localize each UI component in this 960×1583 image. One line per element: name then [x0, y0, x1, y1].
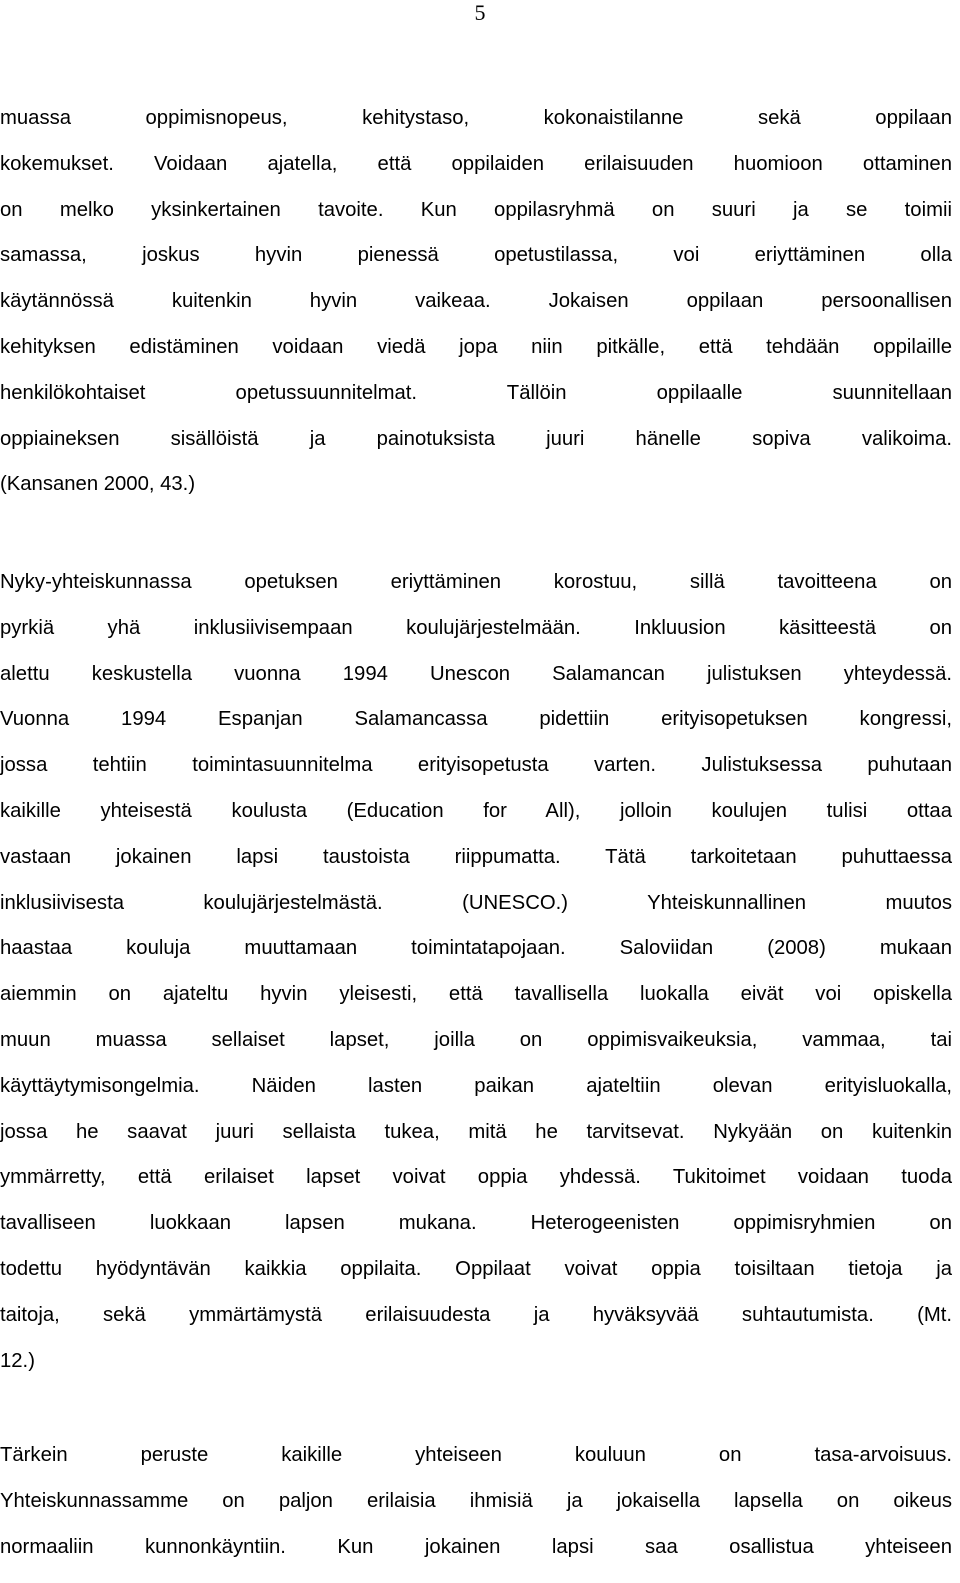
text-line: normaaliin kunnonkäyntiin. Kun jokainen lapsi saa osallistua yhteiseen — [0, 1535, 952, 1558]
text-line: Tärkein peruste kaikille yhteiseen kouluun on tasa-arvoisuus. — [0, 1444, 952, 1466]
text-line: Vuonna 1994 Espanjan Salamancassa pidettiin erityisopetuksen kongressi, — [0, 708, 952, 731]
page-number: 5 — [474, 0, 486, 25]
text-line: Nyky-yhteiskunnassa opetuksen eriyttäminen korostuu, sillä tavoitteena on — [0, 571, 952, 593]
paragraph-2 — [0, 560, 952, 1384]
text-line: oppiaineksen sisällöistä ja painotuksista juuri hänelle sopiva valikoima. — [0, 427, 952, 450]
text-line: tavalliseen luokkaan lapsen mukana. Heterogeenisten oppimisryhmien on — [0, 1212, 952, 1235]
text-line: alettu keskustella vuonna 1994 Unescon Salamancan julistuksen yhteydessä. — [0, 662, 952, 685]
text-line: kehityksen edistäminen voidaan viedä jopa niin pitkälle, että tehdään oppilaille — [0, 335, 952, 358]
text-line: vastaan jokainen lapsi taustoista riippumatta. Tätä tarkoitetaan puhuttaessa — [0, 845, 952, 868]
text-line: todettu hyödyntävän kaikkia oppilaita. Oppilaat voivat oppia toisiltaan tietoja ja — [0, 1257, 952, 1280]
text-line: muun muassa sellaiset lapset, joilla on oppimisvaikeuksia, vammaa, tai — [0, 1028, 952, 1051]
text-line: muassa oppimisnopeus, kehitystaso, kokonaistilanne sekä oppilaan — [0, 107, 952, 129]
text-line: taitoja, sekä ymmärtämystä erilaisuudesta ja hyväksyvää suhtautumista. (Mt. — [0, 1303, 952, 1326]
text-line: jossa he saavat juuri sellaista tukea, mitä he tarvitsevat. Nykyään on kuitenkin — [0, 1120, 952, 1143]
text-line: käyttäytymisongelmia. Näiden lasten paikan ajateltiin olevan erityisluokalla, — [0, 1074, 952, 1097]
text-line: samassa, joskus hyvin pienessä opetustilassa, voi eriyttäminen olla — [0, 244, 952, 267]
text-line: aiemmin on ajateltu hyvin yleisesti, että tavallisella luokalla eivät voi opiskella — [0, 983, 952, 1006]
text-line: pyrkiä yhä inklusiivisempaan koulujärjestelmään. Inkluusion käsitteestä on — [0, 616, 952, 639]
text-line: haastaa kouluja muuttamaan toimintatapojaan. Saloviidan (2008) mukaan — [0, 937, 952, 960]
paragraph-1 — [0, 96, 952, 508]
text-line: kokemukset. Voidaan ajatella, että oppilaiden erilaisuuden huomioon ottaminen — [0, 152, 952, 175]
text-line: jossa tehtiin toimintasuunnitelma erityisopetusta varten. Julistuksessa puhutaan — [0, 754, 952, 777]
text-line: henkilökohtaiset opetussuunnitelmat. Tällöin oppilaalle suunnitellaan — [0, 381, 952, 404]
text-line: käytännössä kuitenkin hyvin vaikeaa. Jokaisen oppilaan persoonallisen — [0, 290, 952, 313]
text-line: Yhteiskunnassamme on paljon erilaisia ihmisiä ja jokaisella lapsella on oikeus — [0, 1489, 952, 1512]
text-line: kaikille yhteisestä koulusta (Education for All), jolloin koulujen tulisi ottaa — [0, 799, 952, 822]
paragraph-3 — [0, 1433, 952, 1570]
text-line: on melko yksinkertainen tavoite. Kun oppilasryhmä on suuri ja se toimii — [0, 198, 952, 221]
text-line: 12.) — [0, 1349, 35, 1372]
text-line: (Kansanen 2000, 43.) — [0, 473, 196, 496]
text-line: inklusiivisesta koulujärjestelmästä. (UNESCO.) Yhteiskunnallinen muutos — [0, 891, 952, 914]
text-line: ymmärretty, että erilaiset lapset voivat oppia yhdessä. Tukitoimet voidaan tuoda — [0, 1166, 952, 1189]
